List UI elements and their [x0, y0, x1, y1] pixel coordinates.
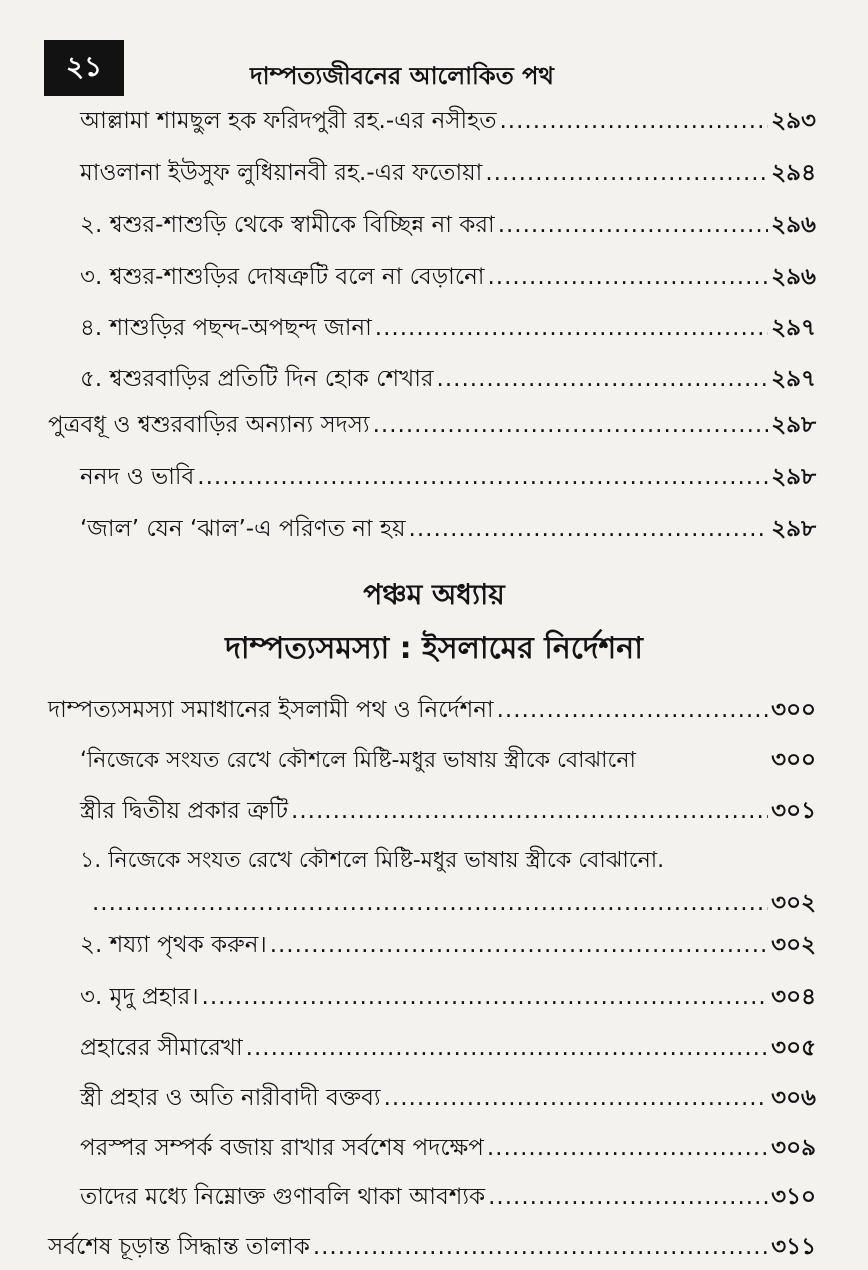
- toc-entry: [48, 1232, 816, 1262]
- toc-entry-title: দাম্পত্যসমস্যা সমাধানের ইসলামী পথ ও নির্দেশনা: [48, 697, 494, 723]
- toc-entry-page: ২৯৭: [771, 366, 816, 392]
- toc-entry: [80, 313, 816, 343]
- toc-entry: [80, 364, 816, 394]
- toc-entry: [48, 695, 816, 725]
- dot-leader: [485, 158, 768, 188]
- toc-entry-title: ৩. শ্বশুর-শাশুড়ির দোষত্রুটি বলে না বেড়ানো: [80, 264, 485, 290]
- toc-entry-title: আল্লামা শামছুল হক ফরিদপুরী রহ.-এর নসীহত: [80, 108, 497, 134]
- toc-entry: [80, 1033, 816, 1063]
- dot-leader: [291, 796, 768, 826]
- toc-entry-page: ২৯৭: [771, 315, 816, 341]
- toc-entry-page: ৩০৬: [771, 1085, 816, 1111]
- dot-leader: [437, 364, 769, 394]
- dot-leader: [202, 982, 769, 1012]
- dot-leader: [497, 695, 769, 725]
- toc-entry-title: প্রহারের সীমারেখা: [80, 1035, 243, 1061]
- toc-entry-title: স্ত্রী প্রহার ও অতি নারীবাদী বক্তব্য: [80, 1085, 381, 1111]
- toc-entry-page: ৩০৪: [771, 984, 816, 1010]
- toc-entry: [80, 1083, 816, 1113]
- toc-entry-title: তাদের মধ্যে নিম্নোক্ত গুণাবলি থাকা আবশ্যক: [80, 1184, 486, 1210]
- toc-entry-title: ‘নিজেকে সংযত রেখে কৌশলে মিষ্টি-মধুর ভাষায় স্ত্রীকে বোঝানো: [80, 748, 636, 773]
- toc-entry-title: পুত্রবধূ ও শ্বশুরবাড়ির অন্যান্য সদস্য: [48, 412, 370, 438]
- dot-leader: [487, 1133, 768, 1163]
- toc-entry-page: ২৯৮: [771, 516, 816, 542]
- dot-leader: [375, 313, 768, 343]
- toc-entry-page: ২৯৬: [771, 212, 816, 238]
- toc-entry-continuation: [92, 888, 816, 918]
- toc-entry: [80, 982, 816, 1012]
- toc-entry-page: ২৯৬: [771, 264, 816, 290]
- toc-entry: [80, 745, 816, 776]
- toc-entry-title: ২. শয্যা পৃথক করুন।: [80, 932, 267, 958]
- toc-entry-page: ৩০০: [771, 697, 816, 723]
- toc-entry-page: ৩০৫: [771, 1035, 816, 1061]
- chapter-label: পঞ্চম অধ্যায়: [363, 578, 505, 611]
- dot-leader: [409, 514, 769, 544]
- toc-entry-page: ২৯৮: [771, 464, 816, 490]
- toc-entry-title: ৫. শ্বশুরবাড়ির প্রতিটি দিন হোক শেখার: [80, 366, 434, 392]
- toc-entry-title: মাওলানা ইউসুফ লুধিয়ানবী রহ.-এর ফতোয়া: [80, 160, 483, 186]
- toc-entry-title: ননদ ও ভাবি: [80, 464, 195, 490]
- dot-leader: [373, 410, 769, 440]
- toc-entry-title: পরস্পর সম্পর্ক বজায় রাখার সর্বশেষ পদক্ষেপ: [80, 1135, 484, 1161]
- dot-leader: [270, 930, 768, 960]
- chapter-title: দাম্পত্যসমস্যা : ইসলামের নির্দেশনা: [225, 631, 643, 666]
- dot-leader: [487, 262, 768, 292]
- dot-leader: [246, 1033, 768, 1063]
- toc-entry-title: ৩. মৃদু প্রহার।: [80, 984, 199, 1010]
- dot-leader: [92, 888, 768, 918]
- toc-entry-title: সর্বশেষ চূড়ান্ত সিদ্ধান্ত তালাক: [48, 1234, 310, 1260]
- toc-entry-page: ৩০০: [771, 747, 816, 773]
- toc-entry: [80, 262, 816, 292]
- toc-entry-title: স্ত্রীর দ্বিতীয় প্রকার ত্রুটি: [80, 798, 289, 824]
- dot-leader: [488, 1182, 768, 1212]
- toc-entry: [80, 514, 816, 544]
- dot-leader: [498, 210, 768, 240]
- toc-entry-page: ২৯৩: [771, 108, 816, 134]
- toc-entry: [80, 106, 816, 136]
- toc-entry-page: ৩০১: [771, 798, 816, 824]
- toc-entry: [48, 410, 816, 440]
- dot-leader: [313, 1232, 768, 1262]
- toc-entry-title: ৪. শাশুড়ির পছন্দ-অপছন্দ জানা: [80, 315, 372, 341]
- toc-entry-page: ৩০২: [771, 932, 816, 958]
- toc-entry: [80, 462, 816, 492]
- page-number: ২১: [44, 40, 124, 96]
- toc-entry-title: ‘জাল’ যেন ‘ঝাল’-এ পরিণত না হয়: [80, 516, 406, 542]
- dot-leader: [384, 1083, 769, 1113]
- running-title: দাম্পত্যজীবনের আলোকিত পথ: [250, 62, 554, 90]
- toc-entry: [80, 210, 816, 240]
- toc-entry: [80, 1133, 816, 1163]
- dot-leader: [499, 106, 768, 136]
- toc-entry-page: ২৯৪: [771, 160, 816, 186]
- toc-entry-title: ২. শ্বশুর-শাশুড়ি থেকে স্বামীকে বিচ্ছিন্ন না করা: [80, 212, 495, 238]
- toc-entry-page: ২৯৮: [771, 412, 816, 438]
- toc-entry-page: ৩১০: [771, 1184, 816, 1210]
- dot-leader: [197, 462, 768, 492]
- toc-entry: [80, 930, 816, 960]
- toc-entry: [80, 1182, 816, 1212]
- toc-entry: [80, 796, 816, 826]
- toc-entry: [80, 158, 816, 188]
- toc-entry-page: ৩০৯: [771, 1135, 816, 1161]
- toc-entry-title: ১. নিজেকে সংযত রেখে কৌশলে মিষ্টি-মধুর ভাষায় স্ত্রীকে বোঝানো.: [80, 848, 665, 873]
- toc-entry-page: ৩০২: [771, 890, 816, 916]
- toc-entry-page: ৩১১: [771, 1234, 816, 1260]
